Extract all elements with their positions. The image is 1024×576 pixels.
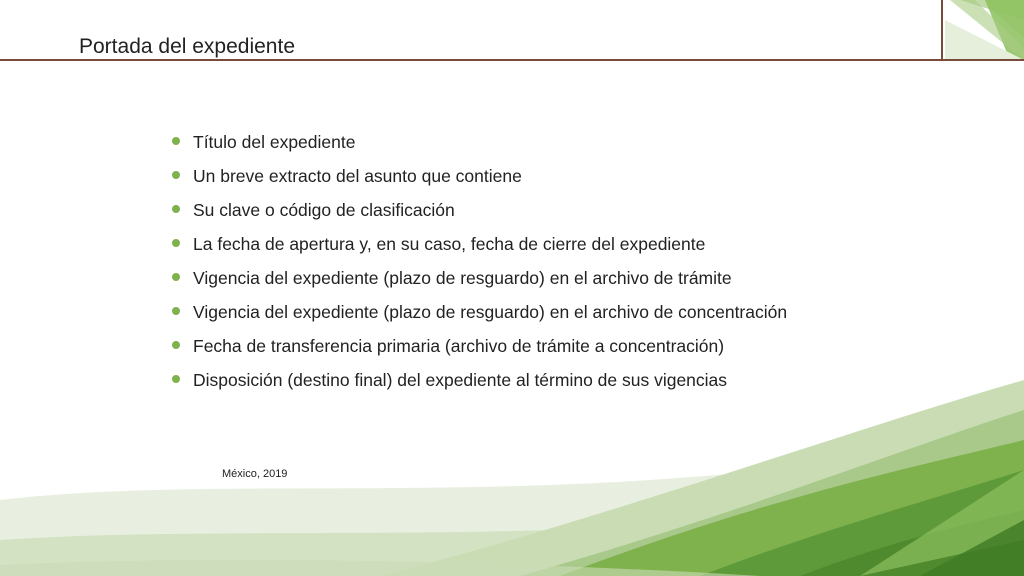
bullet-dot-icon (172, 341, 180, 349)
list-item-text: Disposición (destino final) del expediente al término de sus vigencias (193, 370, 728, 390)
list-item-text: Un breve extracto del asunto que contiene (193, 166, 522, 186)
list-item-text: Vigencia del expediente (plazo de resguardo) en el archivo de trámite (193, 268, 732, 288)
list-item-text: Vigencia del expediente (plazo de resguardo) en el archivo de concentración (193, 302, 788, 322)
bullet-dot-icon (172, 273, 180, 281)
list-item (172, 161, 787, 195)
list-item (172, 365, 787, 399)
footer-text: México, 2019 (222, 468, 288, 480)
top-corner-decoration (945, 0, 1024, 60)
list-item-text: Su clave o código de clasificación (193, 200, 455, 220)
bullet-dot-icon (172, 137, 180, 145)
list-item (172, 195, 787, 229)
bullet-dot-icon (172, 205, 180, 213)
list-item (172, 229, 787, 263)
bottom-swoosh-decoration (0, 380, 1024, 576)
list-item-text: Fecha de transferencia primaria (archivo de trámite a concentración) (193, 336, 725, 356)
title-vertical-divider (941, 0, 943, 61)
list-item (172, 263, 787, 297)
list-item-text: Título del expediente (193, 132, 356, 152)
bullet-dot-icon (172, 239, 180, 247)
bullet-list (172, 127, 787, 399)
bullet-dot-icon (172, 171, 180, 179)
list-item-text: La fecha de apertura y, en su caso, fecha de cierre del expediente (193, 234, 706, 254)
list-item (172, 127, 787, 161)
bullet-dot-icon (172, 375, 180, 383)
list-item (172, 331, 787, 365)
list-item (172, 297, 787, 331)
bullet-dot-icon (172, 307, 180, 315)
title-divider (0, 59, 1024, 61)
slide-title: Portada del expediente (79, 35, 295, 58)
